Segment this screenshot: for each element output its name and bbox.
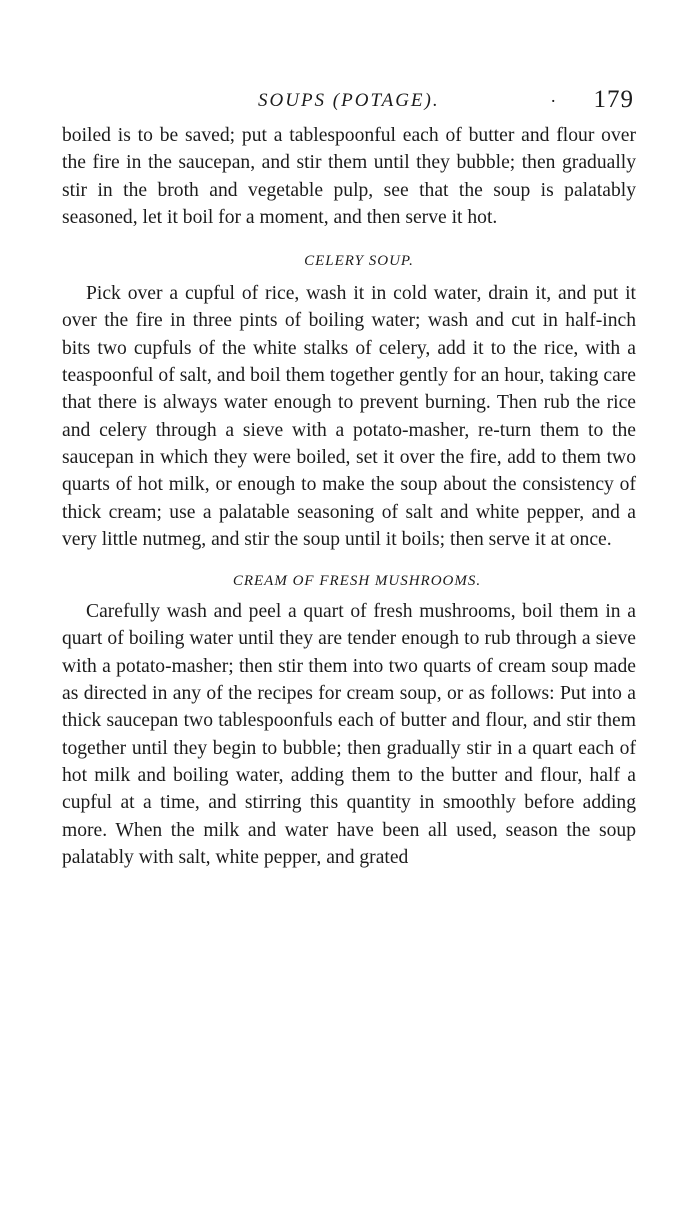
celery-soup-paragraph: Pick over a cupful of rice, wash it in cold water, drain it, and put it over the fire in three pints of boiling water; wash and cut in half-inch bits two cupfuls of the white stalks of celery, add it to the rice, with a teaspoonful of salt, and boil them together gently for an hour, taking care that there is always water enough to prevent burning. Then rub the rice and celery through a sieve with a potato-masher, re-turn them to the saucepan in which they were boiled, set it over the fire, add to them two quarts of hot milk, or enough to make the soup about the consistency of thick cream; use a palatable seasoning of salt and white pepper, and a very little nutmeg, and stir the soup until it boils; then serve it at once. [62,283,636,550]
book-page [62,88,636,871]
running-head [62,88,636,122]
celery-soup-heading: CELERY SOUP. [304,253,414,270]
running-head-separator: . [551,86,558,106]
continuation-paragraph: boiled is to be saved; put a tablespoonful each of butter and flour over the fire in the saucepan, and stir them until they bubble; then gradually stir in the broth and vegetable pulp, see that the soup is palatably seasoned, let it boil for a moment, and then serve it hot. [62,125,636,228]
running-head-title: SOUPS (POTAGE). [258,90,440,111]
page-number: 179 [593,86,634,113]
cream-of-mushrooms-paragraph: Carefully wash and peel a quart of fresh mushrooms, boil them in a quart of boiling water until they are tender enough to rub through a sieve with a potato-masher; then stir them into two quarts of cream soup made as directed in any of the recipes for cream soup, or as follows: Put into a thick saucepan two tablespoonfuls each of butter and flour, and stir them together until they begin to bubble; then gradually stir in a quart each of hot milk and boiling water, adding them to the butter and flour, half a cupful at a time, and stirring this quantity in smoothly before adding more. When the milk and water have been all used, season the soup palatably with salt, white pepper, and grated [62,601,636,868]
cream-of-mushrooms-heading: CREAM OF FRESH MUSHROOMS. [232,573,482,590]
